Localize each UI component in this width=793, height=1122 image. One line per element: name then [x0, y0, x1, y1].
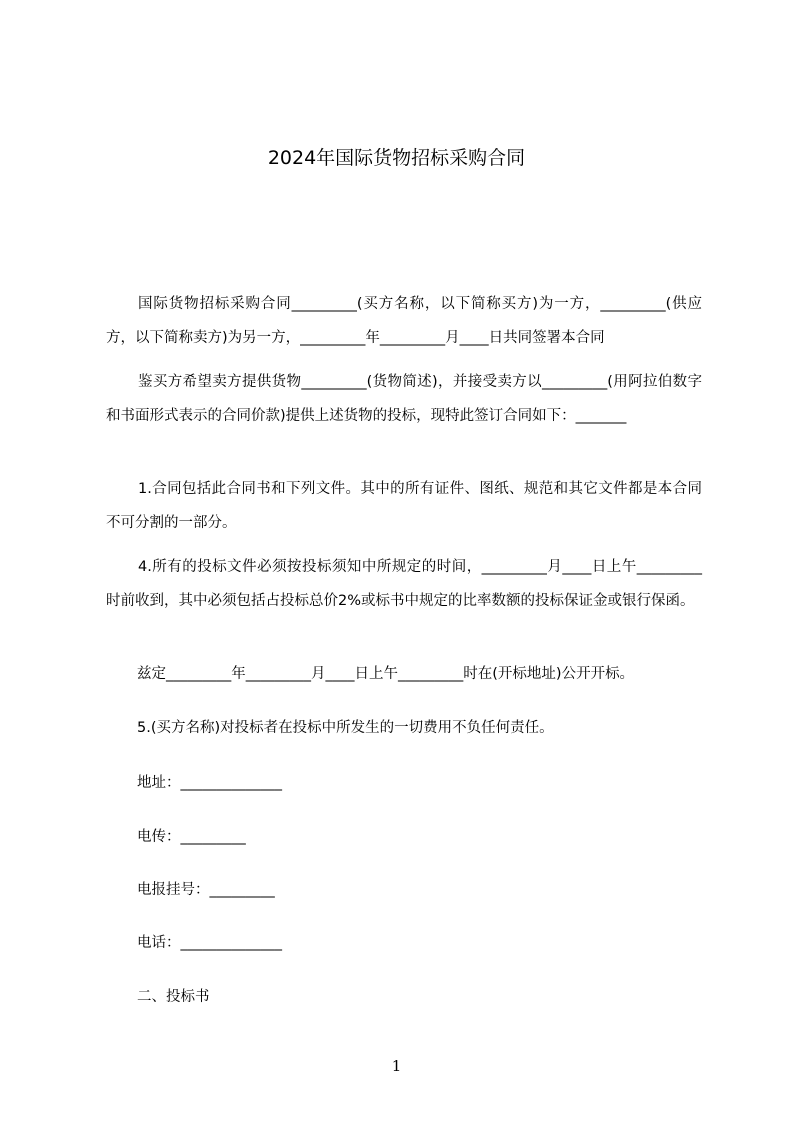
- telegraph-field: 电报挂号：_________: [137, 882, 275, 898]
- bid-opening-line: 兹定_________年_________月____日上午_________时在(开标地址)公开开标。: [137, 666, 635, 682]
- paragraph-clause-5: 5.(买方名称)对投标者在投标中所发生的一切费用不负任何责任。: [137, 720, 554, 736]
- phone-field: 电话：______________: [137, 935, 282, 951]
- fax-field: 电传：_________: [137, 829, 246, 845]
- section-heading: 二、投标书: [137, 989, 210, 1005]
- paragraph-purpose: 鉴买方希望卖方提供货物_________(货物简述)，并接受卖方以_________(用阿拉伯数字和书面形式表示的合同价款)提供上述货物的投标，现特此签订合同如下：_______: [106, 374, 702, 424]
- document-title: 2024年国际货物招标采购合同: [267, 147, 526, 169]
- address-field: 地址：______________: [137, 775, 282, 791]
- paragraph-parties: 国际货物招标采购合同_________(买方名称，以下简称买方)为一方，_________(供应方，以下简称卖方)为另一方，_________年_________月____日共同签署本合同: [106, 296, 702, 346]
- page-number: 1: [391, 1057, 402, 1075]
- paragraph-clause-4: 4.所有的投标文件必须按投标须知中所规定的时间，_________月____日上午_________时前收到，其中必须包括占投标总价2%或标书中规定的比率数额的投标保证金或银行保函。: [106, 559, 702, 609]
- paragraph-clause-1: 1.合同包括此合同书和下列文件。其中的所有证件、图纸、规范和其它文件都是本合同不可分割的一部分。: [106, 481, 702, 531]
